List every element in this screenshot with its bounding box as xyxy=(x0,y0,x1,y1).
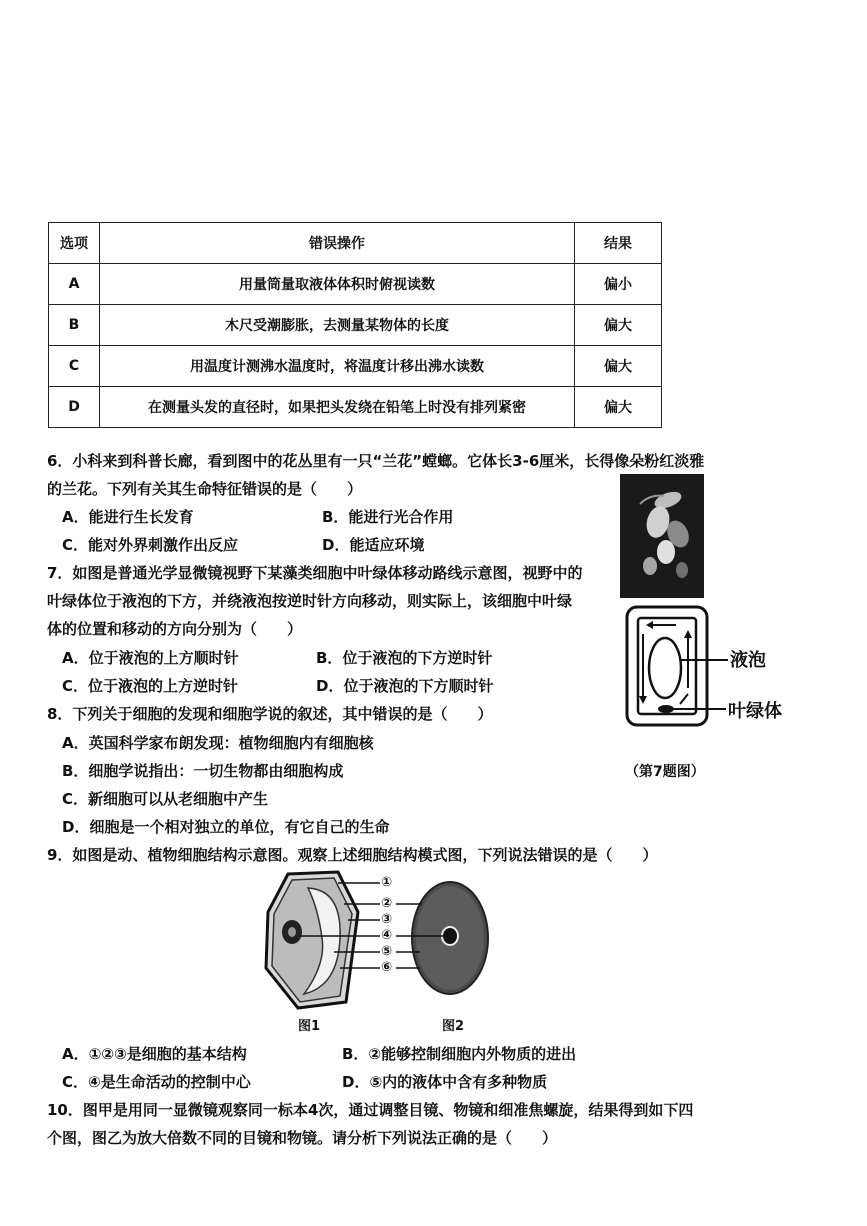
header-result: 结果 xyxy=(575,223,662,264)
cell-label-4: ④ xyxy=(381,928,393,943)
q10-stem-line1: 10．图甲是用同一显微镜观察同一标本4次，通过调整目镜、物镜和细准焦螺旋，结果得到如下四 xyxy=(47,1101,694,1119)
cell-label-1: ① xyxy=(381,875,393,890)
header-operation: 错误操作 xyxy=(100,223,575,264)
table-row xyxy=(49,387,662,428)
table-cell: A xyxy=(49,264,100,305)
cell-label-6: ⑥ xyxy=(381,960,393,975)
q9-option-b: B．②能够控制细胞内外物质的进出 xyxy=(342,1045,577,1063)
q7-stem-line2: 叶绿体位于液泡的下方，并绕液泡按逆时针方向移动，则实际上，该细胞中叶绿 xyxy=(47,592,573,610)
table-header-row xyxy=(49,223,662,264)
table-row xyxy=(49,346,662,387)
table-cell: 偏大 xyxy=(575,387,662,428)
chloroplast-label: 叶绿体 xyxy=(728,701,782,722)
q9-stem: 9．如图是动、植物细胞结构示意图。观察上述细胞结构模式图，下列说法错误的是（ ） xyxy=(47,846,658,864)
q8-option-b: B．细胞学说指出：一切生物都由细胞构成 xyxy=(62,762,344,780)
q6-option-d: D．能适应环境 xyxy=(322,536,425,554)
table-cell: 偏大 xyxy=(575,305,662,346)
table-cell: 用温度计测沸水温度时，将温度计移出沸水读数 xyxy=(100,346,575,387)
q6-option-b: B．能进行光合作用 xyxy=(322,508,454,526)
q6-option-a: A．能进行生长发育 xyxy=(62,508,194,526)
q9-option-a: A．①②③是细胞的基本结构 xyxy=(62,1045,247,1063)
table-cell: 偏小 xyxy=(575,264,662,305)
q8-option-c: C．新细胞可以从老细胞中产生 xyxy=(62,790,269,808)
cell-structure-diagram xyxy=(260,868,500,1018)
q7-option-a: A．位于液泡的上方顺时针 xyxy=(62,649,239,667)
cell-label-2: ② xyxy=(381,896,393,911)
table-cell: D xyxy=(49,387,100,428)
figure-1-label: 图1 xyxy=(298,1019,321,1034)
q7-option-d: D．位于液泡的下方顺时针 xyxy=(316,677,494,695)
q10-stem-line2: 个图，图乙为放大倍数不同的目镜和物镜。请分析下列说法正确的是（ ） xyxy=(47,1129,558,1147)
q7-stem-line1: 7．如图是普通光学显微镜视野下某藻类细胞中叶绿体移动路线示意图，视野中的 xyxy=(47,564,583,582)
table-cell: 木尺受潮膨胀，去测量某物体的长度 xyxy=(100,305,575,346)
q8-option-a: A．英国科学家布朗发现：植物细胞内有细胞核 xyxy=(62,734,374,752)
error-operation-table xyxy=(48,222,662,428)
table-cell: C xyxy=(49,346,100,387)
q9-option-c: C．④是生命活动的控制中心 xyxy=(62,1073,251,1091)
figure-2-label: 图2 xyxy=(442,1019,465,1034)
cell-label-5: ⑤ xyxy=(381,944,393,959)
table-cell: 偏大 xyxy=(575,346,662,387)
q6-stem-line2: 的兰花。下列有关其生命特征错误的是（ ） xyxy=(47,480,363,498)
q6-stem-line1: 6．小科来到科普长廊，看到图中的花丛里有一只“兰花”螳螂。它体长3-6厘米，长得像朵粉红淡雅 xyxy=(47,452,705,470)
orchid-mantis-photo xyxy=(620,474,704,598)
table-cell: B xyxy=(49,305,100,346)
cell-label-3: ③ xyxy=(381,912,393,927)
q8-stem: 8．下列关于细胞的发现和细胞学说的叙述，其中错误的是（ ） xyxy=(47,705,493,723)
header-option: 选项 xyxy=(49,223,100,264)
q7-stem-line3: 体的位置和移动的方向分别为（ ） xyxy=(47,620,303,638)
q7-option-b: B．位于液泡的下方逆时针 xyxy=(316,649,493,667)
table-row xyxy=(49,264,662,305)
q7-figure-caption: （第7题图） xyxy=(625,764,705,780)
q7-option-c: C．位于液泡的上方逆时针 xyxy=(62,677,239,695)
table-cell: 在测量头发的直径时，如果把头发绕在铅笔上时没有排列紧密 xyxy=(100,387,575,428)
table-cell: 用量筒量取液体体积时俯视读数 xyxy=(100,264,575,305)
q6-option-c: C．能对外界刺激作出反应 xyxy=(62,536,239,554)
vacuole-label: 液泡 xyxy=(730,650,766,671)
table-row xyxy=(49,305,662,346)
q8-option-d: D．细胞是一个相对独立的单位，有它自己的生命 xyxy=(62,818,390,836)
q9-option-d: D．⑤内的液体中含有多种物质 xyxy=(342,1073,548,1091)
